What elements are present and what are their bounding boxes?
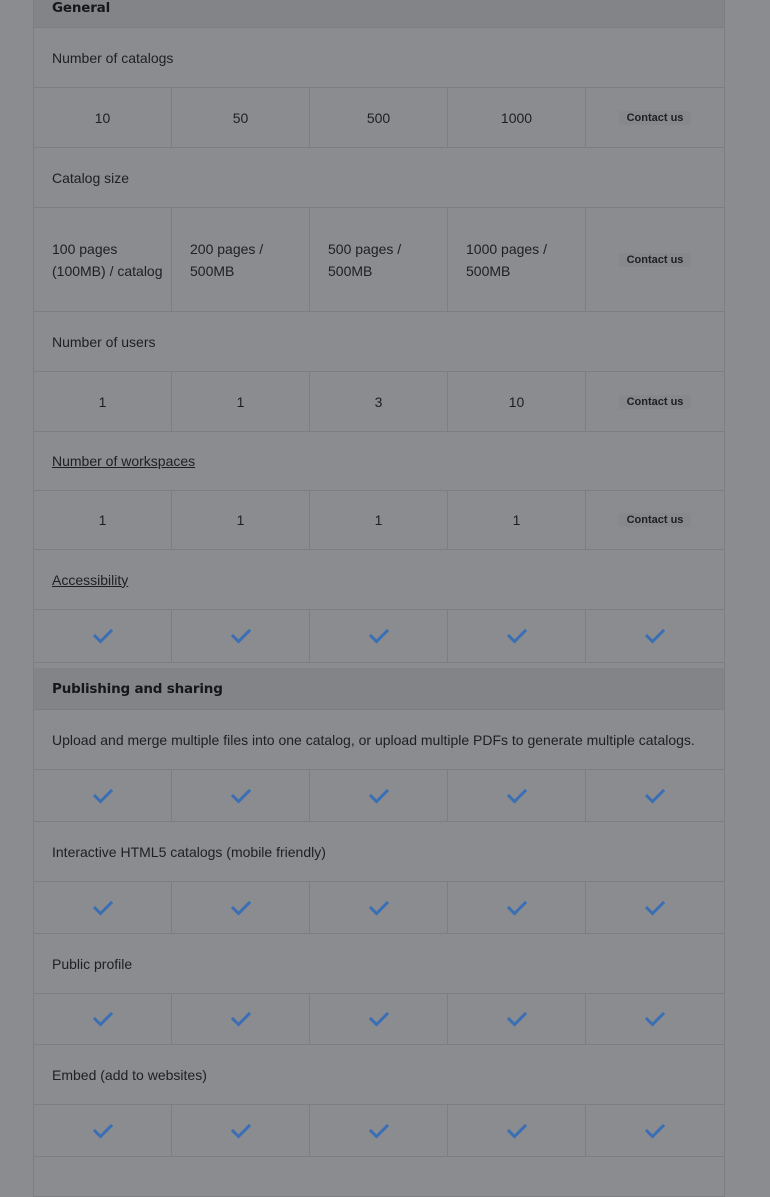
row-label-number-of-catalogs: Number of catalogs	[34, 28, 724, 88]
check-cell	[586, 994, 724, 1044]
check-icon	[369, 1123, 389, 1139]
row-values-number-of-users	[34, 372, 724, 432]
value-cell: 1000	[448, 88, 586, 147]
workspaces-tooltip-link[interactable]: Number of workspaces	[52, 453, 196, 469]
value-cell: 1	[448, 491, 586, 549]
check-cell	[310, 770, 448, 821]
row-values-upload-merge	[34, 770, 724, 822]
value-cell: 500	[310, 88, 448, 147]
check-icon	[231, 900, 251, 916]
check-cell	[172, 770, 310, 821]
row-values-accessibility	[34, 610, 724, 663]
check-cell	[586, 610, 724, 662]
check-icon	[93, 788, 113, 804]
value-cell: 10	[34, 88, 172, 147]
pricing-comparison-table	[33, 0, 725, 1197]
value-cell: 500 pages / 500MB	[310, 208, 448, 311]
value-cell: 1	[34, 491, 172, 549]
check-cell	[586, 770, 724, 821]
row-values-number-of-catalogs	[34, 88, 724, 148]
check-icon	[93, 628, 113, 644]
check-icon	[369, 1011, 389, 1027]
check-icon	[645, 788, 665, 804]
row-label-catalog-size: Catalog size	[34, 148, 724, 208]
value-cell: 1	[172, 372, 310, 431]
check-cell	[586, 1105, 724, 1156]
check-icon	[231, 1011, 251, 1027]
check-icon	[93, 1123, 113, 1139]
row-values-catalog-size	[34, 208, 724, 312]
value-cell: 1000 pages / 500MB	[448, 208, 586, 311]
row-values-number-of-workspaces	[34, 491, 724, 550]
check-icon	[645, 1011, 665, 1027]
check-icon	[93, 1011, 113, 1027]
contact-cell	[586, 372, 724, 431]
check-cell	[586, 882, 724, 933]
check-icon	[231, 788, 251, 804]
row-label-upload-merge: Upload and merge multiple files into one catalog, or upload multiple PDFs to generate multiple catalogs.	[34, 710, 724, 770]
contact-cell	[586, 208, 724, 311]
check-cell	[448, 994, 586, 1044]
check-cell	[34, 882, 172, 933]
check-cell	[34, 610, 172, 662]
check-icon	[507, 1011, 527, 1027]
value-cell: 200 pages / 500MB	[172, 208, 310, 311]
check-cell	[34, 994, 172, 1044]
row-label-accessibility	[34, 550, 724, 610]
row-values-embed	[34, 1105, 724, 1157]
value-cell: 1	[34, 372, 172, 431]
check-cell	[34, 770, 172, 821]
check-icon	[369, 628, 389, 644]
check-icon	[507, 788, 527, 804]
row-label-embed: Embed (add to websites)	[34, 1045, 724, 1105]
row-label-number-of-workspaces	[34, 432, 724, 491]
row-label-public-profile: Public profile	[34, 934, 724, 994]
check-cell	[172, 994, 310, 1044]
contact-us-link[interactable]: Contact us	[619, 395, 692, 409]
check-icon	[507, 1123, 527, 1139]
check-cell	[310, 610, 448, 662]
check-cell	[34, 1105, 172, 1156]
value-cell: 1	[310, 491, 448, 549]
row-label-next	[34, 1157, 724, 1197]
contact-cell	[586, 88, 724, 147]
check-cell	[448, 1105, 586, 1156]
check-icon	[231, 1123, 251, 1139]
check-icon	[645, 900, 665, 916]
check-cell	[448, 770, 586, 821]
check-icon	[507, 628, 527, 644]
section-header-general: General	[34, 0, 724, 28]
contact-us-link[interactable]: Contact us	[619, 111, 692, 125]
row-label-number-of-users: Number of users	[34, 312, 724, 372]
check-cell	[172, 610, 310, 662]
value-cell: 3	[310, 372, 448, 431]
value-cell: 1	[172, 491, 310, 549]
check-cell	[310, 1105, 448, 1156]
check-icon	[369, 900, 389, 916]
check-cell	[172, 1105, 310, 1156]
accessibility-tooltip-link[interactable]: Accessibility	[52, 571, 129, 588]
check-cell	[310, 882, 448, 933]
check-icon	[645, 628, 665, 644]
check-icon	[93, 900, 113, 916]
check-cell	[310, 994, 448, 1044]
check-icon	[369, 788, 389, 804]
row-values-public-profile	[34, 994, 724, 1045]
contact-us-link[interactable]: Contact us	[619, 253, 692, 267]
check-icon	[645, 1123, 665, 1139]
check-cell	[448, 882, 586, 933]
section-header-publishing: Publishing and sharing	[34, 668, 724, 710]
check-icon	[231, 628, 251, 644]
contact-us-link[interactable]: Contact us	[619, 513, 692, 527]
value-cell: 10	[448, 372, 586, 431]
row-values-interactive-html5	[34, 882, 724, 934]
row-label-interactive-html5: Interactive HTML5 catalogs (mobile friendly)	[34, 822, 724, 882]
contact-cell	[586, 491, 724, 549]
check-cell	[172, 882, 310, 933]
value-cell: 100 pages (100MB) / catalog	[34, 208, 172, 311]
value-cell: 50	[172, 88, 310, 147]
check-cell	[448, 610, 586, 662]
check-icon	[507, 900, 527, 916]
